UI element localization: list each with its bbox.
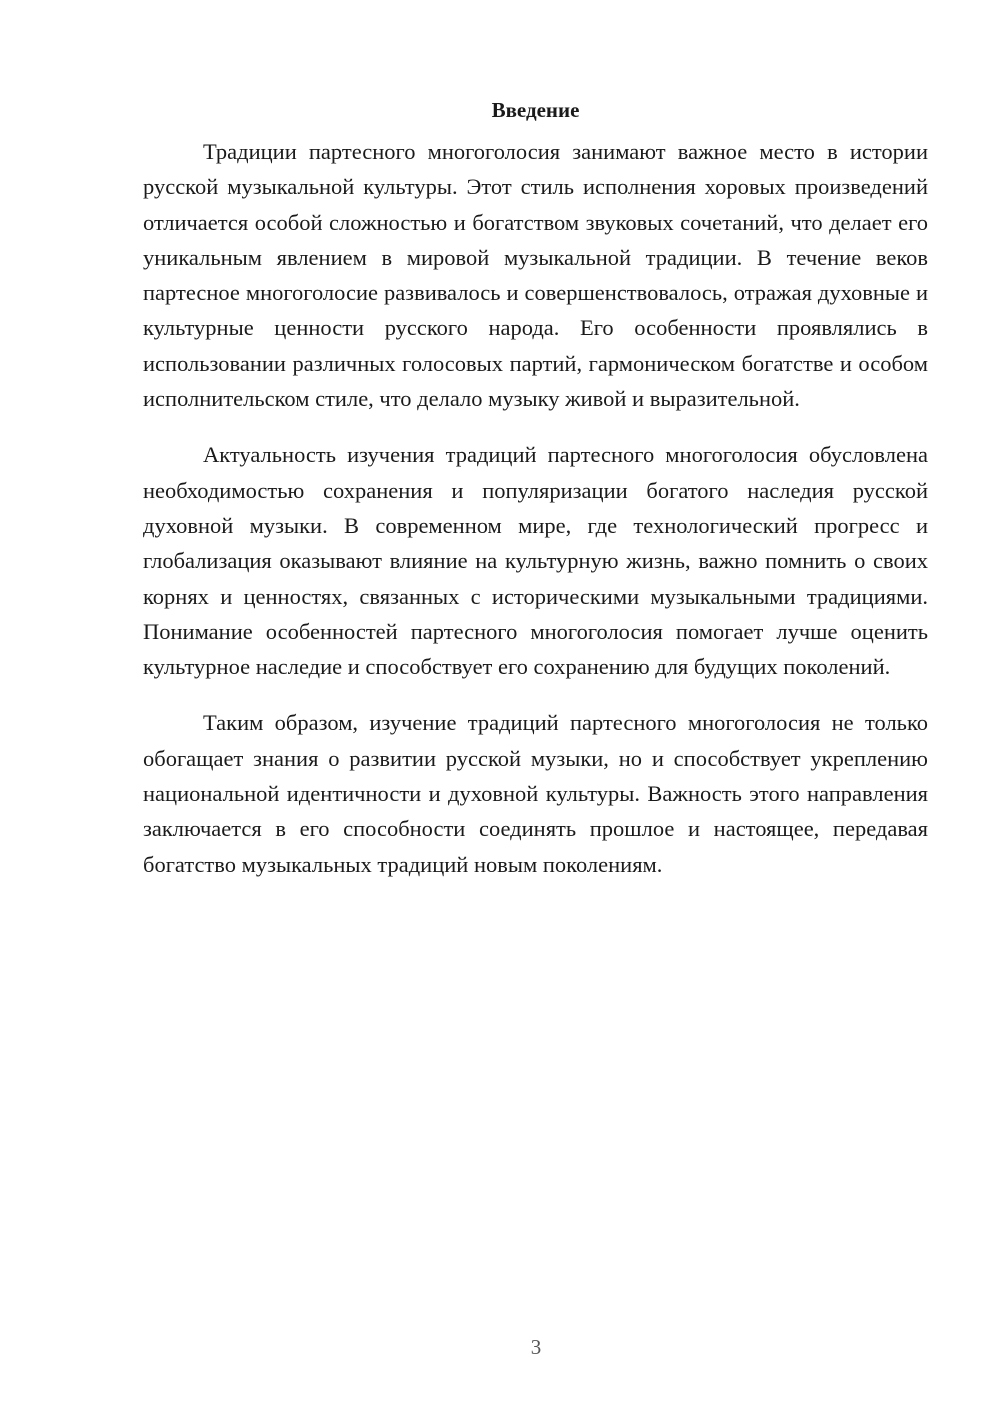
- paragraph-1: Традиции партесного многоголосия занимают важное место в истории русской музыкальной культуры. Этот стиль исполнения хоровых произведений отличается особой сложностью и богатством звуковых сочетаний, что делает его уникальным явлением в мировой музыкальной традиции. В течение веков партесное многоголосие развивалось и совершенствовалось, отражая духовные и культурные ценности русского народа. Его особенности проявлялись в использовании различных голосовых партий, гармоническом богатстве и особом исполнительском стиле, что делало музыку живой и выразительной.: [143, 139, 928, 412]
- paragraph-3: Таким образом, изучение традиций партесного многоголосия не только обогащает знания о развитии русской музыки, но и способствует укреплению национальной идентичности и духовной культуры. Важность этого направления заключается в его способности соединять прошлое и настоящее, передавая богатство музыкальных традиций новым поколениям.: [143, 710, 928, 877]
- paragraph-2: Актуальность изучения традиций партесного многоголосия обусловлена необходимостью сохранения и популяризации богатого наследия русской духовной музыки. В современном мире, где технологический прогресс и глобализация оказывают влияние на культурную жизнь, важно помнить о своих корнях и ценностях, связанных с историческими музыкальными традициями. Понимание особенностей партесного многоголосия помогает лучше оценить культурное наследие и способствует его сохранению для будущих поколений.: [143, 442, 928, 680]
- page-number: 3: [530, 1335, 542, 1359]
- page-content: [143, 96, 928, 882]
- page-title: Введение: [491, 98, 580, 122]
